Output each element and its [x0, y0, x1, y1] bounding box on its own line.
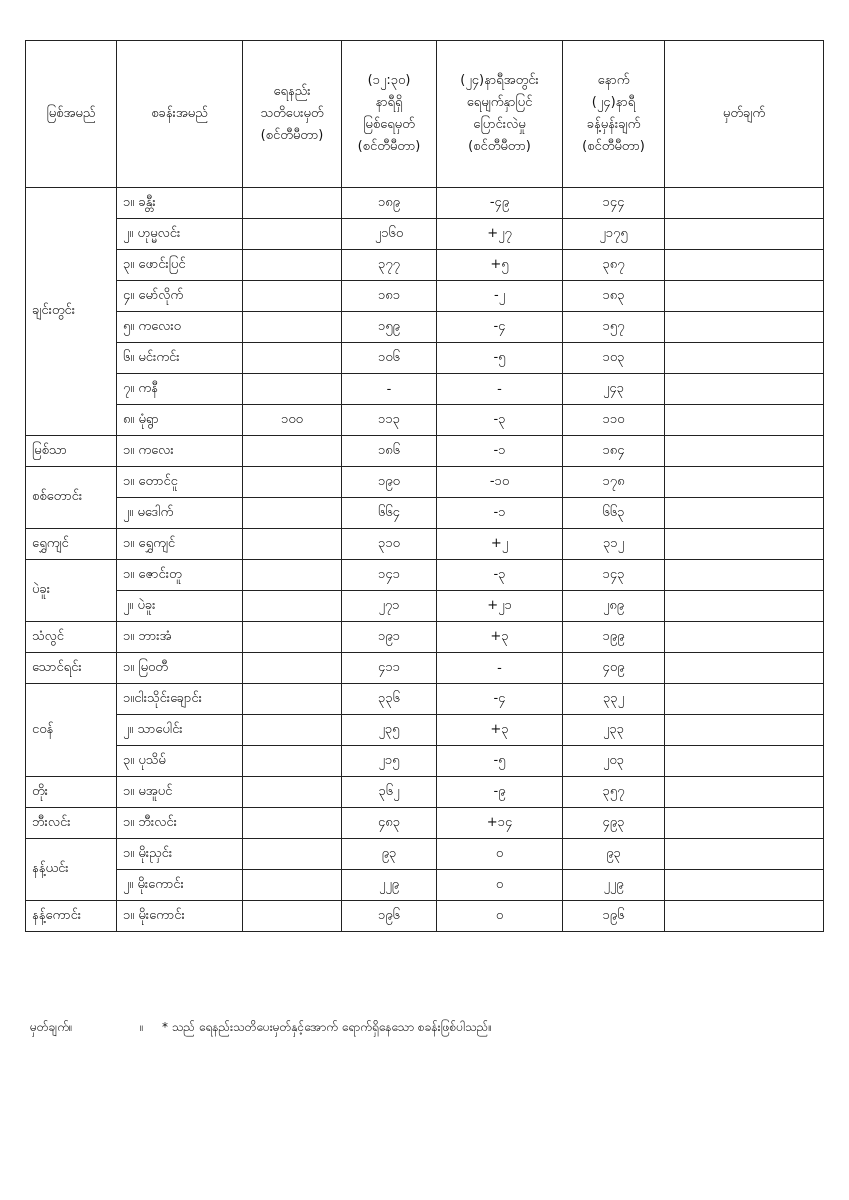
remarks-cell: [665, 591, 824, 622]
remarks-cell: [665, 405, 824, 436]
danger-cell: [243, 560, 342, 591]
danger-cell: [243, 591, 342, 622]
forecast-cell: ၄၉၃: [563, 808, 665, 839]
forecast-cell: ၁၄၄: [563, 188, 665, 219]
remarks-cell: [665, 498, 824, 529]
current-cell: ၁၄၁: [342, 560, 437, 591]
header-forecast-label: နောက် (၂၄)နာရီ ခန့်မှန်းချက် (စင်တီမီတာ): [582, 73, 645, 154]
danger-cell: [243, 777, 342, 808]
river-name-cell: ချင်းတွင်း: [26, 188, 117, 436]
table-row: [26, 312, 824, 343]
forecast-cell: ၁၇၈: [563, 467, 665, 498]
station-cell: ၂။ ပဲခူး: [117, 591, 243, 622]
station-cell: ၂။ မဒေါက်: [117, 498, 243, 529]
remarks-cell: [665, 560, 824, 591]
forecast-cell: ၉၃: [563, 839, 665, 870]
station-cell: ၇။ ကနီ: [117, 374, 243, 405]
header-current: [342, 41, 437, 188]
station-cell: ၅။ ကလေးဝ: [117, 312, 243, 343]
change-cell: -: [437, 653, 563, 684]
change-cell: -၅: [437, 343, 563, 374]
current-cell: ၆၆၄: [342, 498, 437, 529]
river-name-cell: စစ်တောင်း: [26, 467, 117, 529]
remarks-cell: [665, 777, 824, 808]
change-cell: ၀: [437, 901, 563, 932]
current-cell: ၃၁၀: [342, 529, 437, 560]
river-name-cell: တိုး: [26, 777, 117, 808]
remarks-cell: [665, 653, 824, 684]
header-river: [26, 41, 117, 188]
table-row: [26, 560, 824, 591]
forecast-cell: ၁၁၀: [563, 405, 665, 436]
danger-cell: [243, 684, 342, 715]
current-cell: ၂၂၉: [342, 870, 437, 901]
remarks-cell: [665, 188, 824, 219]
change-cell: -၅: [437, 746, 563, 777]
header-change: [437, 41, 563, 188]
danger-cell: [243, 343, 342, 374]
table-row: [26, 591, 824, 622]
current-cell: ၂၃၅: [342, 715, 437, 746]
station-cell: ၁။ငါးသိုင်းချောင်း: [117, 684, 243, 715]
current-cell: ၁၉၁: [342, 622, 437, 653]
table-row: [26, 622, 824, 653]
footnote-text: * သည် ရေနည်းသတိပေးမှတ်နှင့်အောက် ရောက်ရှိနေသော စခန်းဖြစ်ပါသည်။: [162, 1020, 492, 1034]
change-cell: -၃: [437, 560, 563, 591]
header-danger-label: ရေနည်း သတိပေးမှတ် (စင်တီမီတာ): [260, 84, 324, 143]
table-row: [26, 250, 824, 281]
river-name-cell: ငဝန်: [26, 684, 117, 777]
table-row: [26, 870, 824, 901]
forecast-cell: ၃၅၇: [563, 777, 665, 808]
forecast-cell: ၂၈၉: [563, 591, 665, 622]
danger-cell: [243, 281, 342, 312]
danger-cell: [243, 374, 342, 405]
remarks-cell: [665, 746, 824, 777]
table-row: [26, 684, 824, 715]
river-name-cell: နန့်ယင်း: [26, 839, 117, 901]
change-cell: ၀: [437, 870, 563, 901]
station-cell: ၂။ ဟုမ္မလင်း: [117, 219, 243, 250]
river-name-cell: သံလွင်: [26, 622, 117, 653]
river-name-cell: သောင်ရင်း: [26, 653, 117, 684]
table-row: [26, 715, 824, 746]
danger-cell: [243, 498, 342, 529]
remarks-cell: [665, 808, 824, 839]
table-row: [26, 746, 824, 777]
danger-cell: [243, 250, 342, 281]
station-cell: ၁။ ဘားအံ: [117, 622, 243, 653]
station-cell: ၄။ မော်လိုက်: [117, 281, 243, 312]
change-cell: -၂: [437, 281, 563, 312]
station-cell: ၆။ မင်းကင်း: [117, 343, 243, 374]
table-row: [26, 467, 824, 498]
danger-cell: [243, 467, 342, 498]
table-row: [26, 405, 824, 436]
forecast-cell: ၂၃၃: [563, 715, 665, 746]
forecast-cell: ၄၀၉: [563, 653, 665, 684]
change-cell: -၄: [437, 312, 563, 343]
table-row: [26, 188, 824, 219]
remarks-cell: [665, 839, 824, 870]
change-cell: -၃: [437, 405, 563, 436]
remarks-cell: [665, 374, 824, 405]
table-row: [26, 901, 824, 932]
change-cell: +၃: [437, 622, 563, 653]
current-cell: ၂၁၆၀: [342, 219, 437, 250]
change-cell: ၀: [437, 839, 563, 870]
danger-cell: [243, 839, 342, 870]
station-cell: ၈။ မုံရွာ: [117, 405, 243, 436]
danger-cell: [243, 312, 342, 343]
danger-cell: [243, 746, 342, 777]
forecast-cell: ၁၀၃: [563, 343, 665, 374]
current-cell: ၁၈၁: [342, 281, 437, 312]
station-cell: ၁။ ရွှေကျင်: [117, 529, 243, 560]
remarks-cell: [665, 436, 824, 467]
table-row: [26, 529, 824, 560]
header-remarks-label: မှတ်ချက်: [722, 106, 766, 121]
current-cell: ၁၈၉: [342, 188, 437, 219]
current-cell: -: [342, 374, 437, 405]
current-cell: ၃၇၇: [342, 250, 437, 281]
danger-cell: [243, 188, 342, 219]
danger-cell: [243, 653, 342, 684]
footnote: [30, 1019, 492, 1037]
river-name-cell: မြစ်သာ: [26, 436, 117, 467]
forecast-cell: ၁၈၃: [563, 281, 665, 312]
header-station-label: စခန်းအမည်: [151, 106, 208, 121]
remarks-cell: [665, 715, 824, 746]
station-cell: ၁။ မြဝတီ: [117, 653, 243, 684]
table-row: [26, 436, 824, 467]
forecast-cell: ၂၀၃: [563, 746, 665, 777]
table-row: [26, 839, 824, 870]
station-cell: ၁။ ဇောင်းတူ: [117, 560, 243, 591]
remarks-cell: [665, 529, 824, 560]
footnote-label: မှတ်ချက်။: [30, 1020, 73, 1034]
change-cell: -၉: [437, 777, 563, 808]
table-row: [26, 343, 824, 374]
forecast-cell: ၃၈၇: [563, 250, 665, 281]
current-cell: ၂၇၁: [342, 591, 437, 622]
header-station: [117, 41, 243, 188]
table-row: [26, 808, 824, 839]
danger-cell: [243, 901, 342, 932]
danger-cell: [243, 436, 342, 467]
change-cell: -၁: [437, 436, 563, 467]
remarks-cell: [665, 684, 824, 715]
change-cell: +၃: [437, 715, 563, 746]
header-danger: [243, 41, 342, 188]
station-cell: ၂။ သာပေါင်း: [117, 715, 243, 746]
forecast-cell: ၁၈၄: [563, 436, 665, 467]
current-cell: ၃၆၂: [342, 777, 437, 808]
table-row: [26, 374, 824, 405]
current-cell: ၃၃၆: [342, 684, 437, 715]
forecast-cell: ၃၃၂: [563, 684, 665, 715]
danger-cell: [243, 622, 342, 653]
remarks-cell: [665, 622, 824, 653]
danger-cell: [243, 219, 342, 250]
change-cell: +၁၄: [437, 808, 563, 839]
table-body: [26, 188, 824, 932]
forecast-cell: ၃၁၂: [563, 529, 665, 560]
river-name-cell: ပဲခူး: [26, 560, 117, 622]
forecast-cell: ၂၂၉: [563, 870, 665, 901]
station-cell: ၁။ ခန္တီး: [117, 188, 243, 219]
remarks-cell: [665, 281, 824, 312]
current-cell: ၁၁၃: [342, 405, 437, 436]
current-cell: ၁၈၆: [342, 436, 437, 467]
current-cell: ၁၅၉: [342, 312, 437, 343]
change-cell: -၄၉: [437, 188, 563, 219]
header-row: [26, 41, 824, 188]
change-cell: +၅: [437, 250, 563, 281]
remarks-cell: [665, 219, 824, 250]
current-cell: ၁၉၆: [342, 901, 437, 932]
header-current-label: (၁၂:၃၀) နာရီရှိ မြစ်ရေမှတ် (စင်တီမီတာ): [357, 73, 421, 154]
remarks-cell: [665, 467, 824, 498]
station-cell: ၁။ မိုးညှင်း: [117, 839, 243, 870]
river-name-cell: ဘီးလင်း: [26, 808, 117, 839]
forecast-cell: ၂၄၃: [563, 374, 665, 405]
change-cell: +၂၁: [437, 591, 563, 622]
remarks-cell: [665, 343, 824, 374]
header-remarks: [665, 41, 824, 188]
station-cell: ၁။ မိုးကောင်း: [117, 901, 243, 932]
station-cell: ၃။ ပုသိမ်: [117, 746, 243, 777]
station-cell: ၁။ တောင်ငူ: [117, 467, 243, 498]
table-row: [26, 281, 824, 312]
change-cell: -၁၀: [437, 467, 563, 498]
river-name-cell: ရွှေကျင်: [26, 529, 117, 560]
danger-cell: ၁၀၀: [243, 405, 342, 436]
table-row: [26, 498, 824, 529]
current-cell: ၄၁၁: [342, 653, 437, 684]
remarks-cell: [665, 250, 824, 281]
change-cell: +၂: [437, 529, 563, 560]
forecast-cell: ၁၅၇: [563, 312, 665, 343]
remarks-cell: [665, 312, 824, 343]
river-name-cell: နန့်ကောင်း: [26, 901, 117, 932]
forecast-cell: ၆၆၃: [563, 498, 665, 529]
remarks-cell: [665, 870, 824, 901]
current-cell: ၁၉၀: [342, 467, 437, 498]
footnote-mark: ။: [140, 1020, 144, 1034]
change-cell: -: [437, 374, 563, 405]
change-cell: -၄: [437, 684, 563, 715]
current-cell: ၉၃: [342, 839, 437, 870]
station-cell: ၁။ မအူပင်: [117, 777, 243, 808]
forecast-cell: ၁၄၃: [563, 560, 665, 591]
forecast-cell: ၁၉၆: [563, 901, 665, 932]
header-forecast: [563, 41, 665, 188]
station-cell: ၂။ မိုးကောင်း: [117, 870, 243, 901]
danger-cell: [243, 870, 342, 901]
forecast-cell: ၂၁၇၅: [563, 219, 665, 250]
station-cell: ၁။ ဘီးလင်း: [117, 808, 243, 839]
water-level-table: [25, 40, 824, 932]
forecast-cell: ၁၉၉: [563, 622, 665, 653]
table-row: [26, 653, 824, 684]
change-cell: +၂၇: [437, 219, 563, 250]
header-change-label: (၂၄)နာရီအတွင်း ရေမျက်နှာပြင် ပြောင်းလဲမှု (စင်တီမီတာ): [460, 73, 539, 154]
danger-cell: [243, 715, 342, 746]
remarks-cell: [665, 901, 824, 932]
danger-cell: [243, 808, 342, 839]
table-row: [26, 219, 824, 250]
current-cell: ၂၁၅: [342, 746, 437, 777]
danger-cell: [243, 529, 342, 560]
current-cell: ၄၈၃: [342, 808, 437, 839]
station-cell: ၁။ ကလေး: [117, 436, 243, 467]
header-river-label: မြစ်အမည်: [46, 106, 96, 121]
station-cell: ၃။ ဖောင်းပြင်: [117, 250, 243, 281]
current-cell: ၁၀၆: [342, 343, 437, 374]
table-row: [26, 777, 824, 808]
change-cell: -၁: [437, 498, 563, 529]
